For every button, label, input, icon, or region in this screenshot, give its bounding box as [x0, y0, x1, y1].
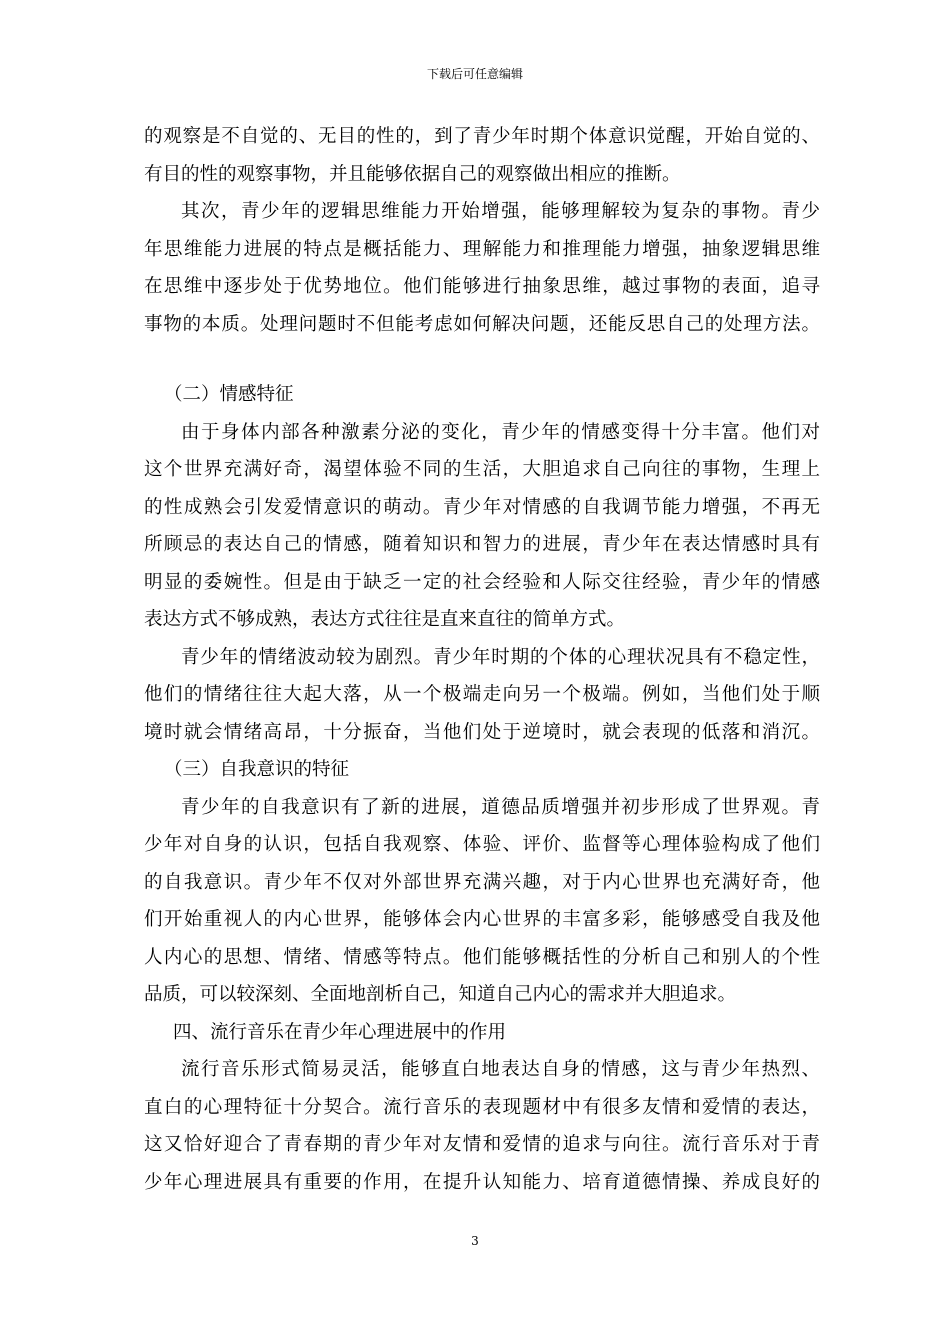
paragraph-line: 人内心的思想、情绪、情感等特点。他们能够概括性的分析自己和别人的个性: [144, 946, 820, 968]
paragraph-line: 青少年的情绪波动较为剧烈。青少年时期的个体的心理状况具有不稳定性，: [181, 646, 820, 668]
paragraph-line: 他们的情绪往往大起大落，从一个极端走向另一个极端。例如，当他们处于顺: [144, 684, 820, 705]
paragraph-line: 青少年的自我意识有了新的进展，道德品质增强并初步形成了世界观。青: [181, 796, 820, 818]
paragraph-line: 明显的委婉性。但是由于缺乏一定的社会经验和人际交往经验，青少年的情感: [144, 571, 820, 593]
page-number: 3: [471, 1234, 479, 1248]
paragraph-line: 所顾忌的表达自己的情感，随着知识和智力的进展，青少年在表达情感时具有: [144, 534, 820, 555]
section-heading: 四、流行音乐在青少年心理进展中的作用: [173, 1021, 507, 1043]
paragraph-line: 们开始重视人的内心世界，能够体会内心世界的丰富多彩，能够感受自我及他: [144, 909, 820, 930]
paragraph-line: 有目的性的观察事物，并且能够依据自己的观察做出相应的推断。: [144, 163, 681, 185]
paragraph-line: 年思维能力进展的特点是概括能力、理解能力和推理能力增强，抽象逻辑思维: [144, 238, 820, 260]
paragraph-line: 少年心理进展具有重要的作用，在提升认知能力、培育道德情操、养成良好的: [144, 1171, 820, 1193]
paragraph-line: 的自我意识。青少年不仅对外部世界充满兴趣，对于内心世界也充满好奇，他: [144, 871, 820, 893]
paragraph-line: 境时就会情绪高昂，十分振奋，当他们处于逆境时，就会表现的低落和消沉。: [144, 721, 820, 743]
paragraph-line: 在思维中逐步处于优势地位。他们能够进行抽象思维，越过事物的表面，追寻: [144, 276, 820, 297]
paragraph-line: 的性成熟会引发爱情意识的萌动。青少年对情感的自我调节能力增强，不再无: [144, 496, 820, 518]
paragraph-line: 这个世界充满好奇，渴望体验不同的生活，大胆追求自己向往的事物，生理上: [144, 459, 820, 480]
paragraph-line: 其次，青少年的逻辑思维能力开始增强，能够理解较为复杂的事物。青少: [181, 201, 820, 222]
page-header: 下载后可任意编辑: [426, 67, 523, 81]
paragraph-line: 直白的心理特征十分契合。流行音乐的表现题材中有很多友情和爱情的表达，: [144, 1096, 820, 1118]
paragraph-line: 的观察是不自觉的、无目的性的，到了青少年时期个体意识觉醒，开始自觉的、: [144, 126, 820, 147]
paragraph-line: 由于身体内部各种激素分泌的变化，青少年的情感变得十分丰富。他们对: [181, 421, 820, 443]
paragraph-line: 少年对自身的认识，包括自我观察、体验、评价、监督等心理体验构成了他们: [144, 834, 820, 855]
paragraph-line: 品质，可以较深刻、全面地剖析自己，知道自己内心的需求并大胆追求。: [144, 984, 737, 1005]
section-heading: （二）情感特征: [164, 384, 294, 405]
paragraph-line: 流行音乐形式简易灵活，能够直白地表达自身的情感，这与青少年热烈、: [181, 1059, 820, 1080]
section-heading: （三）自我意识的特征: [164, 759, 350, 780]
paragraph-line: 这又恰好迎合了青春期的青少年对友情和爱情的追求与向往。流行音乐对于青: [144, 1134, 820, 1155]
document-body: [144, 118, 820, 1201]
paragraph-gap: [144, 343, 820, 376]
paragraph-line: 表达方式不够成熟，表达方式往往是直来直往的简单方式。: [144, 609, 626, 630]
paragraph-line: 事物的本质。处理问题时不但能考虑如何解决问题，还能反思自己的处理方法。: [144, 313, 820, 335]
